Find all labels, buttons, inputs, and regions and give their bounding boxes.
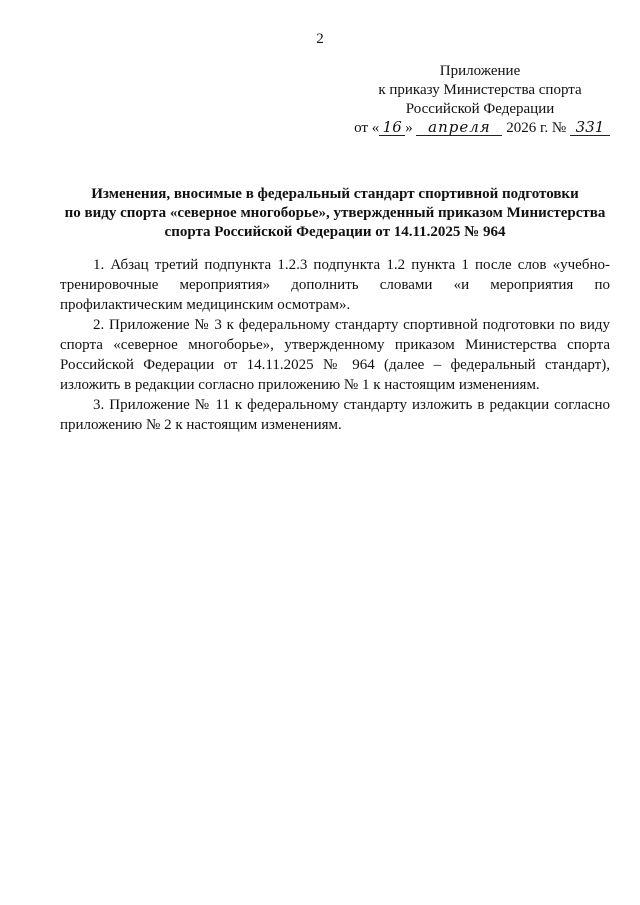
document-title [60,185,610,242]
title-line-2: по виду спорта «северное многоборье», утвержденный приказом Министерства [64,205,606,221]
appendix-order-ref: к приказу Министерства спорта [378,82,582,98]
appendix-label: Приложение [439,63,521,79]
appendix-federation: Российской Федерации [405,101,555,117]
date-mid: » [405,120,413,136]
title-line-1: Изменения, вносимые в федеральный стандарт спортивной подготовки [91,186,579,202]
appendix-block [350,62,610,138]
date-year: 2026 г. № [506,120,567,136]
order-number-handwritten: 331 [570,119,610,136]
appendix-date-line [350,119,610,138]
title-line-3: спорта Российской Федерации от 14.11.2025 № 964 [164,224,506,240]
date-month-handwritten: апреля [416,119,502,136]
date-prefix: от « [354,120,380,136]
paragraph-1: 1. Абзац третий подпункта 1.2.3 подпункта 1.2 пункта 1 после слов «учебно-тренировочные мероприятия» дополнить словами «и мероприятия по профилактическим медицинским осмотрам». [60,257,610,313]
document-body [60,255,610,435]
date-day-handwritten: 16 [379,119,405,136]
paragraph-3: 3. Приложение № 11 к федеральному стандарту изложить в редакции согласно приложению № 2 к настоящим изменениям. [60,397,610,433]
page-number: 2 [316,31,324,47]
paragraph-2: 2. Приложение № 3 к федеральному стандарту спортивной подготовки по виду спорта «северное многоборье», утвержденному приказом Министерства спорта Российской Федерации от 14.11.2025 № 964 (далее – федеральный стандарт), изложить в редакции согласно приложению № 1 к настоящим изменениям. [60,317,610,393]
